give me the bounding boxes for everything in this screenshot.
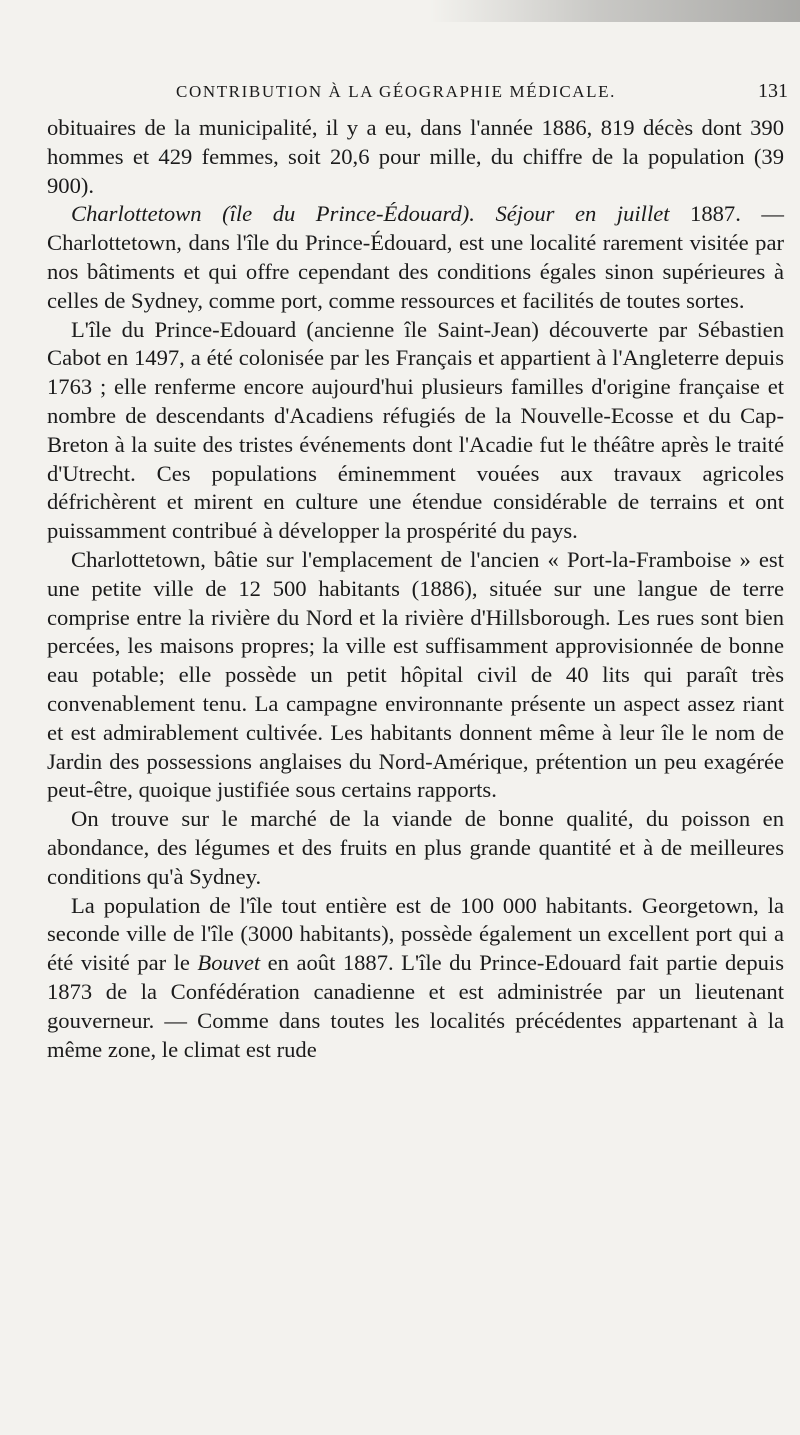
paragraph-6 [47,892,784,1065]
paragraph-4-text: Charlottetown, bâtie sur l'emplacement de l'ancien « Port-la-Framboise » est une petite ville de 12 500 habitants (1886), située sur une langue de terre comprise entre la rivière du Nord et la rivière d'Hillsborough. Les rues sont bien percées, les maisons propres; la ville est suffisamment approvisionnée de bonne eau potable; elle possède un petit hôpital civil de 40 lits qui paraît très convenablement tenu. La campagne environnante présente un aspect assez riant et est admirablement cultivée. Les habitants donnent même à leur île le nom de Jardin des possessions anglaises du Nord-Amérique, prétention un peu exagérée peut-être, quoique justifiée sous certains rapports. [47,546,784,803]
paragraph-5-text: On trouve sur le marché de la viande de bonne qualité, du poisson en abondance, des légumes et des fruits en plus grande quantité et à de meilleures conditions qu'à Sydney. [47,806,784,889]
page-number: 131 [758,80,788,102]
paragraph-6-text-after: en août 1887. L'île du Prince-Edouard fait partie depuis 1873 de la Confédération canadienne et est administrée par un lieutenant gouverneur. — Comme dans toutes les localités précédentes appartenant à la même zone, le climat est rude [47,950,784,1062]
paragraph-1-text: obituaires de la municipalité, il y a eu, dans l'année 1886, 819 décès dont 390 hommes et 429 femmes, soit 20,6 pour mille, du chiffre de la population (39 900). [47,115,784,198]
ship-name: Bouvet [197,950,261,976]
paragraph-2-text: 1887. — Charlottetown, dans l'île du Prince-Édouard, est une localité rarement visitée par nos bâtiments et qui offre cependant des conditions égales sinon supérieures à celles de Sydney, comme port, comme ressources et facilités de toutes sortes. [47,201,784,313]
running-head: CONTRIBUTION À LA GÉOGRAPHIE MÉDICALE. [176,82,616,101]
paragraph-1 [47,114,784,200]
paragraph-2 [47,200,784,315]
paragraph-5 [47,805,784,891]
paragraph-6-text-before: La population de l'île tout entière est de 100 000 habitants. Georgetown, la seconde ville de l'île (3000 habitants), possède également un excellent port qui a été visité par le [47,892,784,976]
body-text [47,114,784,1064]
scan-shadow [430,0,800,22]
paragraph-3-text: L'île du Prince-Edouard (ancienne île Saint-Jean) découverte par Sébastien Cabot en 1497, a été colonisée par les Français et appartient à l'Angleterre depuis 1763 ; elle renferme encore aujourd'hui plusieurs familles d'origine française et nombre de descendants d'Acadiens réfugiés de la Nouvelle-Ecosse et du Cap-Breton à la suite des tristes événements dont l'Acadie fut le théâtre après le traité d'Utrecht. Ces populations éminemment vouées aux travaux agricoles défrichèrent et mirent en culture une étendue considérable de terrains et ont puissamment contribué à développer la prospérité du pays. [47,316,784,544]
paragraph-3 [47,316,784,546]
section-heading-charlottetown: Charlottetown (île du Prince-Édouard). Séjour en juillet [71,201,670,227]
paragraph-4 [47,546,784,805]
